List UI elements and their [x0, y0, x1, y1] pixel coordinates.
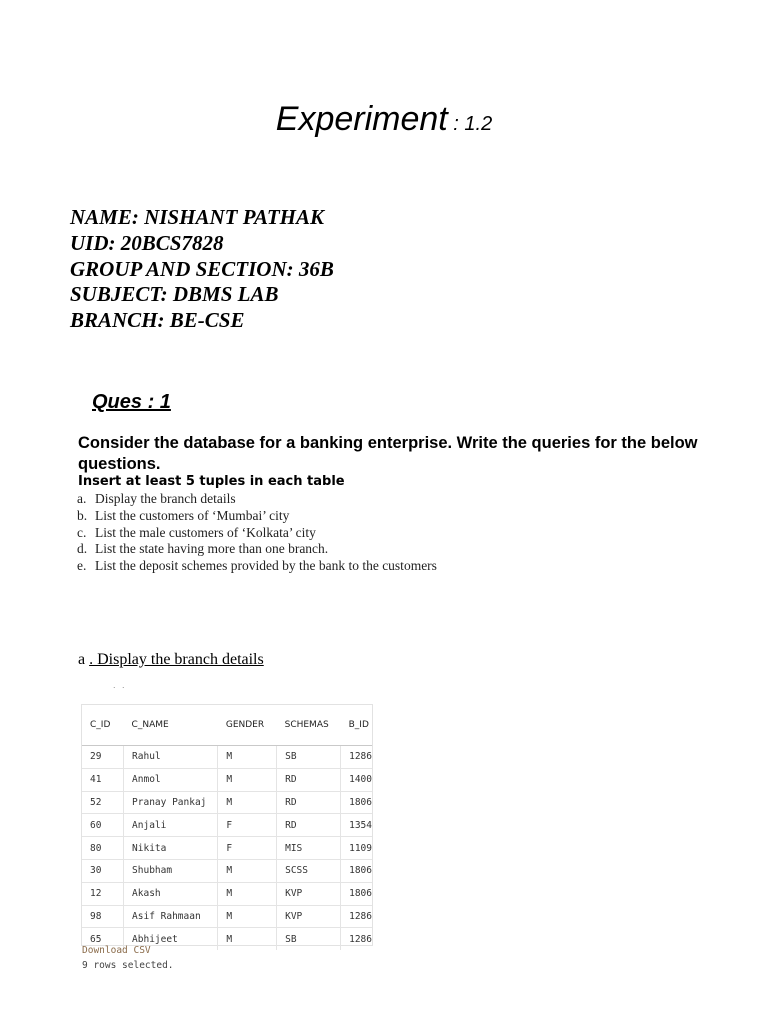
table-cell: Asif Rahmaan	[124, 905, 218, 928]
question-item-text: Display the branch details	[95, 491, 236, 506]
table-row	[82, 746, 372, 769]
table-cell: 98	[82, 905, 124, 928]
question-list	[77, 491, 437, 575]
column-header-c-name: C_NAME	[124, 705, 218, 746]
table-cell: 1354	[341, 814, 372, 837]
question-item-label: b.	[77, 507, 88, 523]
table-cell: 52	[82, 791, 124, 814]
table-cell: 1286	[341, 746, 372, 769]
table-cell: 1109	[341, 837, 372, 860]
table-cell: 30	[82, 859, 124, 882]
table-cell: 65	[82, 928, 124, 950]
table-row	[82, 837, 372, 860]
column-header-schemas: SCHEMAS	[277, 705, 341, 746]
question-item	[77, 508, 437, 525]
table-row	[82, 791, 372, 814]
question-intro: Consider the database for a banking enterprise. Write the queries for the below questions.	[78, 434, 698, 473]
table-cell: M	[218, 746, 277, 769]
table-cell: 41	[82, 768, 124, 791]
table-cell: 29	[82, 746, 124, 769]
table-row	[82, 882, 372, 905]
student-branch: BRANCH: BE-CSE	[70, 308, 245, 333]
result-body	[82, 746, 372, 951]
table-cell: M	[218, 768, 277, 791]
question-item-label: a.	[77, 491, 87, 506]
table-cell: Akash	[124, 882, 218, 905]
table-cell: 1806	[341, 791, 372, 814]
table-cell: Nikita	[124, 837, 218, 860]
question-item-text: List the state having more than one branch.	[95, 541, 329, 557]
download-csv-link[interactable]: Download CSV	[82, 945, 151, 956]
screenshot-dots: . .	[113, 680, 127, 690]
table-cell: 1286	[341, 905, 372, 928]
question-item-label: c.	[77, 524, 87, 540]
part-a-title: . Display the branch details	[89, 651, 264, 668]
table-cell: M	[218, 791, 277, 814]
table-cell: 1806	[341, 882, 372, 905]
question-item	[77, 525, 437, 542]
experiment-title	[0, 100, 768, 139]
question-item-text: List the deposit schemes provided by the bank to the customers	[95, 558, 437, 574]
table-cell: SB	[277, 928, 341, 950]
result-header-row	[82, 705, 372, 746]
student-uid: UID: 20BCS7828	[70, 230, 224, 255]
rows-selected-status: 9 rows selected.	[82, 960, 174, 971]
student-name: NAME: NISHANT PATHAK	[70, 205, 324, 229]
table-cell: M	[218, 882, 277, 905]
table-cell: Abhijeet	[124, 928, 218, 950]
table-cell: SCSS	[277, 859, 341, 882]
table-cell: Anjali	[124, 814, 218, 837]
part-a-prefix: a	[78, 651, 90, 668]
table-cell: MIS	[277, 837, 341, 860]
question-item	[77, 491, 437, 508]
student-info	[70, 205, 334, 334]
table-cell: Anmol	[124, 768, 218, 791]
table-cell: M	[218, 905, 277, 928]
table-cell: 60	[82, 814, 124, 837]
student-subject: SUBJECT: DBMS LAB	[70, 282, 279, 307]
query-result-screenshot	[81, 704, 373, 946]
column-header-b-id: B_ID	[341, 705, 372, 746]
table-cell: M	[218, 928, 277, 950]
table-cell: Shubham	[124, 859, 218, 882]
table-cell: F	[218, 837, 277, 860]
table-cell: KVP	[277, 905, 341, 928]
table-row	[82, 768, 372, 791]
table-row	[82, 905, 372, 928]
table-cell: 12	[82, 882, 124, 905]
experiment-separator: :	[447, 113, 465, 135]
question-item	[77, 541, 437, 558]
question-title: Ques : 1	[92, 391, 171, 413]
table-cell: Rahul	[124, 746, 218, 769]
table-row	[82, 859, 372, 882]
table-row	[82, 814, 372, 837]
part-a-heading	[78, 651, 264, 669]
question-item-text: List the customers of ‘Mumbai’ city	[95, 507, 290, 523]
table-cell: 80	[82, 837, 124, 860]
table-cell: KVP	[277, 882, 341, 905]
table-cell: RD	[277, 814, 341, 837]
experiment-number: 1.2	[464, 113, 493, 135]
question-item-label: d.	[77, 541, 88, 557]
table-cell: F	[218, 814, 277, 837]
question-note: Insert at least 5 tuples in each table	[78, 474, 345, 489]
table-cell: Pranay Pankaj	[124, 791, 218, 814]
experiment-label: Experiment	[275, 100, 448, 138]
question-item	[77, 558, 437, 575]
student-group: GROUP AND SECTION: 36B	[70, 256, 334, 281]
question-item-text: List the male customers of ‘Kolkata’ city	[95, 524, 316, 540]
table-cell: 1806	[341, 859, 372, 882]
table-cell: M	[218, 859, 277, 882]
table-cell: 1400	[341, 768, 372, 791]
result-table	[82, 705, 372, 950]
question-item-label: e.	[77, 558, 87, 574]
table-cell: RD	[277, 791, 341, 814]
table-cell: SB	[277, 746, 341, 769]
table-cell: RD	[277, 768, 341, 791]
column-header-c-id: C_ID	[82, 705, 124, 746]
table-cell: 1286	[341, 928, 372, 950]
column-header-gender: GENDER	[218, 705, 277, 746]
